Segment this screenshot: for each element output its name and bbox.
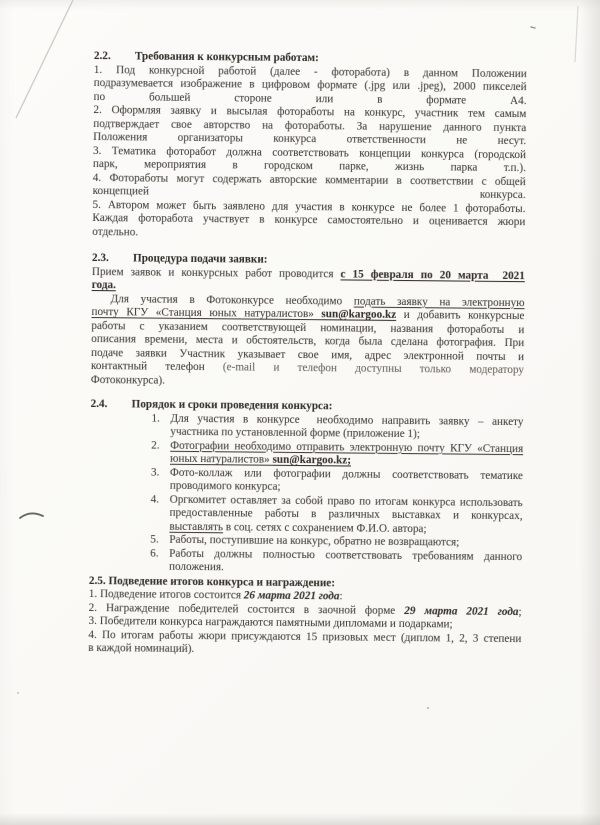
- text-segment: в соц. сетях с сохранением Ф.И.О. автора;: [222, 520, 427, 535]
- section-22: [92, 50, 527, 243]
- text-segment: участника по установленной форме (приложение 1);: [170, 425, 420, 441]
- text-segment: sun@kargoo.kz: [321, 308, 397, 321]
- text-segment: :: [339, 590, 343, 603]
- section-title: 2.5. Подведение итогов конкурса и награждение:: [88, 574, 336, 589]
- list-number: 1.: [151, 412, 160, 425]
- section-25: [88, 574, 522, 659]
- section-title: Порядок и сроки проведения конкурса:: [131, 398, 333, 413]
- text-segment: Каждая фоторабота участвует в конкурсе самостоятельно и оценивается жюри: [92, 211, 526, 229]
- section-23: [91, 252, 525, 391]
- edge-line-top-right: [575, 6, 578, 62]
- text-segment: Фотографии необходимо отправить электронную почту КГУ «Станция: [170, 439, 524, 455]
- list-number: 3.: [150, 466, 160, 479]
- text-segment: 3. Тематика фоторабот должна соответствовать концепции конкурса (городской: [92, 144, 527, 161]
- corner-crease-line: [16, 0, 73, 118]
- section-number: 2.3.: [91, 251, 109, 265]
- text-line: [88, 642, 521, 660]
- text-segment: 29 марта 2021 года: [404, 604, 519, 618]
- text-segment: 2. Награждение победителей состоится в заочной форме: [88, 601, 405, 617]
- ink-speck-top-right: [531, 27, 535, 28]
- text-segment: и добавить конкурсные: [396, 308, 525, 323]
- text-segment: работы с указанием соответствующей номинации, названия фотоработы и: [91, 319, 525, 336]
- text-segment: Положения организаторы конкурса ответственности не несут.: [93, 130, 527, 148]
- ink-speck-bottom-left: [17, 692, 19, 694]
- text-segment: Фото-коллаж или фотографии должны соответствовать тематике: [169, 466, 523, 482]
- pen-mark-left-margin: [20, 513, 43, 518]
- text-segment: описания времени, места и обстоятельств, когда была сделана фотография. При: [91, 332, 525, 350]
- text-segment: года.: [91, 278, 116, 292]
- text-segment: Фотоконкурса).: [90, 373, 166, 387]
- section-number: 2.4.: [90, 397, 108, 411]
- text-segment: положения.: [168, 560, 224, 574]
- list-number: 2.: [151, 439, 160, 452]
- text-segment: Для участия в Фотоконкурсе необходимо: [110, 292, 354, 308]
- text-segment: 1. Подведение итогов состоится: [88, 587, 244, 602]
- text-segment: подать заявку на электронную: [353, 295, 525, 309]
- text-segment: ;: [518, 605, 522, 618]
- list-number: 6.: [150, 547, 159, 560]
- text-segment: 2. Оформляя заявку и высылая фотоработы на конкурс, участник тем самым: [93, 103, 527, 121]
- text-segment: 1. Под конкурсной работой (далее - фоторабота) в данном Положении: [93, 63, 527, 80]
- text-segment: подаче заявки Участник указывает свое имя, адрес электронной почты и: [91, 346, 525, 363]
- list-number: 5.: [150, 533, 159, 546]
- text-segment: проводимого конкурса;: [169, 479, 281, 493]
- text-segment: контактный телефон: [90, 359, 223, 374]
- text-segment: Работы, поступившие на конкурс, обратно не возвращаются;: [169, 533, 460, 549]
- text-segment: по большей стороне или в формате А4.: [93, 90, 527, 107]
- text-segment: в каждой номинаций).: [88, 641, 195, 655]
- section-24: [89, 398, 524, 578]
- text-segment: подтверждает свое авторство на фотоработы. За нарушение данного пункта: [93, 117, 527, 134]
- text-segment: с 15 февраля по 20 марта 2021: [340, 267, 525, 282]
- list-number: 4.: [150, 493, 160, 506]
- section-number: 2.2.: [93, 50, 111, 63]
- text-segment: 3. Победители конкурса награждаются памятными дипломами и подарками;: [88, 614, 453, 631]
- text-segment: 4. Фотоработы могут содержать авторские комментарии в соответствии с общей: [92, 171, 526, 188]
- text-segment: sun@kargoo.kz;: [272, 453, 352, 467]
- text-segment: Оргкомитет оставляет за собой право по итогам конкурса использовать: [169, 493, 523, 509]
- text-segment: 5. Автором может быть заявлено для участия в конкурсе не более 1 фотоработы.: [92, 198, 526, 215]
- ink-speck-bottom: [427, 707, 429, 709]
- text-segment: отдельно.: [92, 225, 139, 238]
- text-segment: Работы должны полностью соответствовать требованиям данного: [169, 547, 523, 563]
- section-title: Процедура подачи заявки:: [132, 252, 268, 266]
- text-segment: Прием заявок и конкурсных работ проводится: [91, 265, 341, 280]
- text-segment: подразумевается изображение в цифровом формате (.jpg или .jpeg), 2000 пикселей: [93, 76, 527, 94]
- text-segment: предоставленные работы в различных выставках и конкурсах,: [169, 506, 523, 523]
- text-segment: концепцией конкурса.: [92, 184, 526, 202]
- text-segment: выставлять: [169, 520, 224, 533]
- text-segment: 26 марта 2021 года: [243, 589, 340, 603]
- text-segment: почту КГУ «Станция юных натуралистов»: [91, 305, 322, 321]
- section-title: Требования к конкурсным работам:: [134, 50, 319, 65]
- text-segment: 4. По итогам работы жюри присуждаются 15 призовых мест (диплом 1, 2, 3 степени: [88, 628, 522, 645]
- text-segment: парк, мероприятия в городском парке, жизнь парка т.п.).: [92, 157, 526, 175]
- text-segment: (e-mail и телефон доступны только модератору: [222, 361, 525, 377]
- text-segment: юных натуралистов»: [170, 452, 273, 466]
- text-line: [92, 225, 525, 243]
- text-line: [91, 373, 524, 391]
- text-segment: Для участия в конкурсе необходимо направить заявку – анкету: [170, 412, 524, 428]
- document-content: [88, 50, 527, 660]
